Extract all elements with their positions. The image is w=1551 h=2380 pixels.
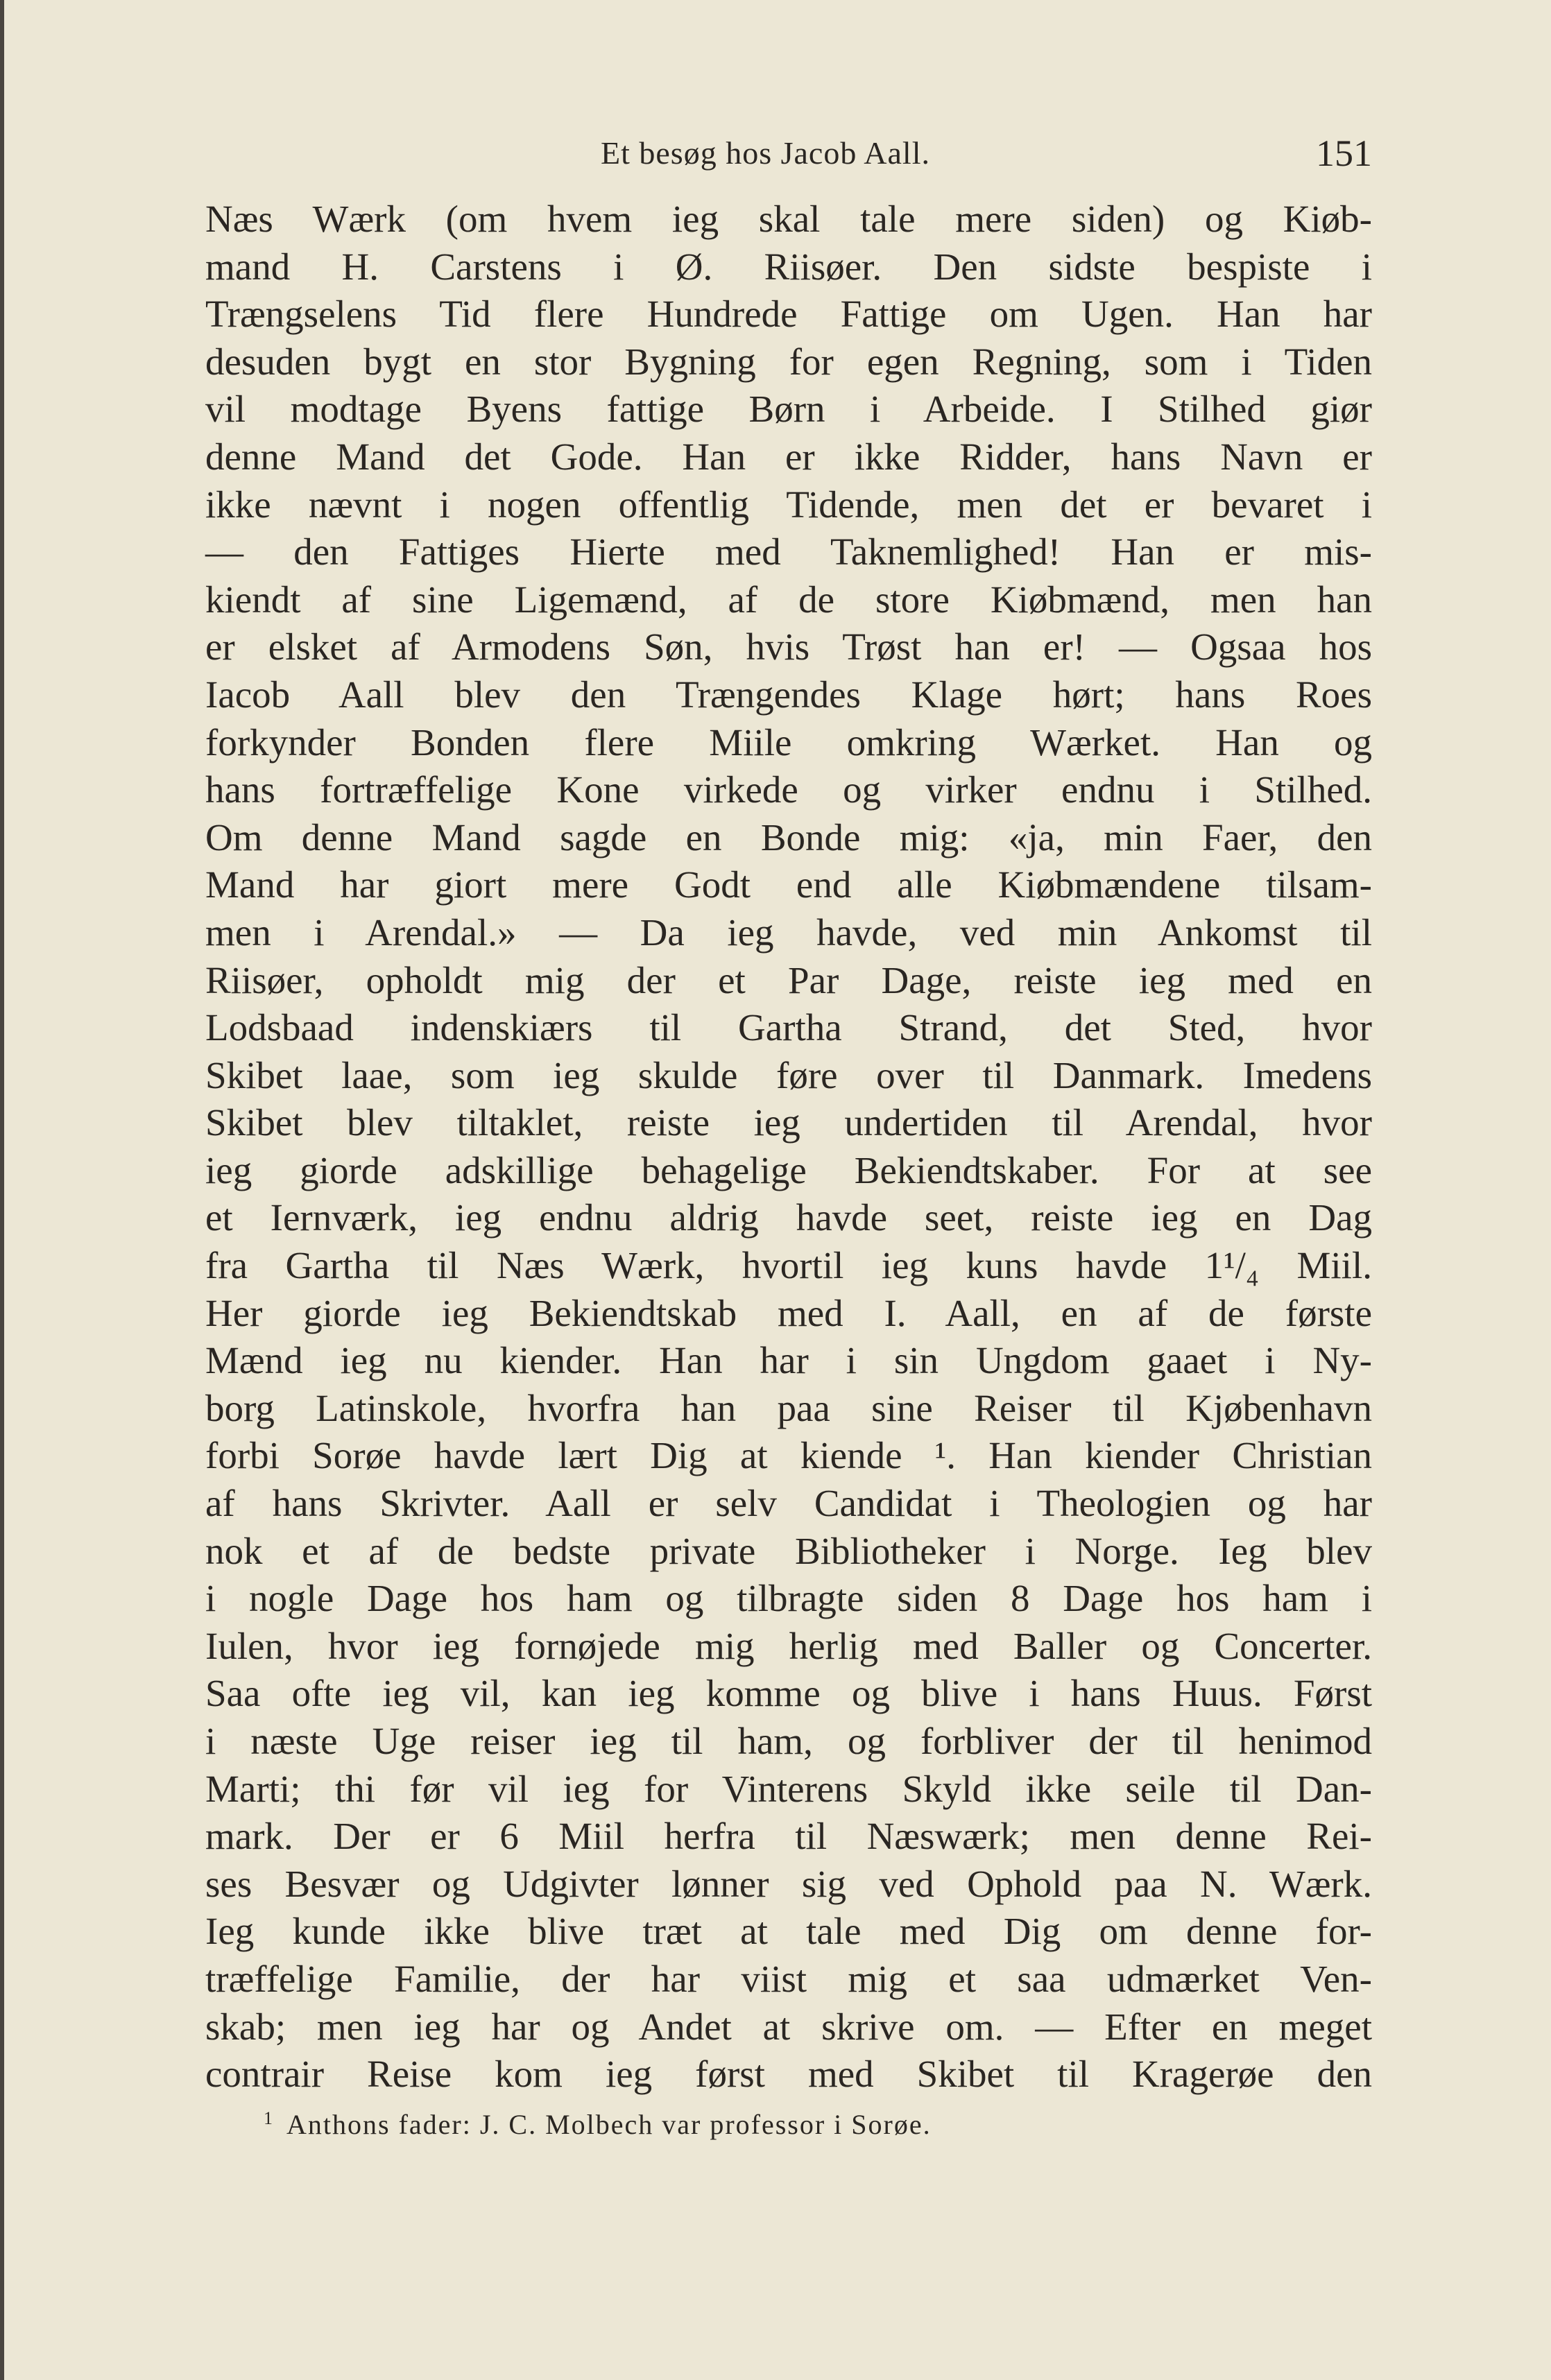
text-line: Ieg kunde ikke blive træt at tale med Dig om denne for- <box>205 1910 1372 1953</box>
text-line: contrair Reise kom ieg først med Skibet til Kragerøe den <box>205 2053 1372 2096</box>
text-line: mand H. Carstens i Ø. Riisøer. Den sidste bespiste i <box>205 245 1372 288</box>
text-line: kiendt af sine Ligemænd, af de store Kiøbmænd, men han <box>205 578 1372 621</box>
text-line: Her giorde ieg Bekiendtskab med I. Aall, en af de første <box>205 1291 1372 1334</box>
text-line: Om denne Mand sagde en Bonde mig: «ja, min Faer, den <box>205 816 1372 859</box>
page-header <box>205 129 1372 178</box>
text-line: Iacob Aall blev den Trængendes Klage hørt; hans Roes <box>205 673 1372 716</box>
text-line: — den Fattiges Hierte med Taknemlighed! Han er mis- <box>205 531 1372 574</box>
text-line: borg Latinskole, hvorfra han paa sine Reiser til Kjøbenhavn <box>205 1386 1372 1429</box>
text-line: Mænd ieg nu kiender. Han har i sin Ungdom gaaet i Ny- <box>205 1339 1372 1382</box>
text-line: et Iernværk, ieg endnu aldrig havde seet, reiste ieg en Dag <box>205 1196 1372 1239</box>
text-line: skab; men ieg har og Andet at skrive om. — Efter en meget <box>205 2005 1372 2048</box>
text-line: Trængselens Tid flere Hundrede Fattige om Ugen. Han har <box>205 293 1372 336</box>
text-line: forbi Sorøe havde lært Dig at kiende ¹. Han kiender Christian <box>205 1434 1372 1477</box>
text-line: Riisøer, opholdt mig der et Par Dage, reiste ieg med en <box>205 958 1372 1001</box>
text-line: ikke nævnt i nogen offentlig Tidende, men det er bevaret i <box>205 483 1372 526</box>
text-line: hans fortræffelige Kone virkede og virker endnu i Stilhed. <box>205 768 1372 811</box>
text-line: Iulen, hvor ieg fornøjede mig herlig med Baller og Concerter. <box>205 1624 1372 1667</box>
page-number: 151 <box>1316 132 1372 174</box>
text-line: er elsket af Armodens Søn, hvis Trøst han er! — Ogsaa hos <box>205 626 1372 669</box>
text-line: træffelige Familie, der har viist mig et saa udmærket Ven- <box>205 1957 1372 2000</box>
text-line: fra Gartha til Næs Wærk, hvortil ieg kuns havde 1¹/₄ Miil. <box>205 1244 1372 1287</box>
text-line: nok et af de bedste private Bibliotheker i Norge. Ieg blev <box>205 1529 1372 1572</box>
text-line: denne Mand det Gode. Han er ikke Ridder, hans Navn er <box>205 435 1372 478</box>
text-line: i nogle Dage hos ham og tilbragte siden 8 Dage hos ham i <box>205 1577 1372 1620</box>
body-text <box>205 196 1372 2098</box>
footnote <box>264 2108 932 2141</box>
footnote-text: Anthons fader: J. C. Molbech var professor i Sorøe. <box>286 2109 932 2140</box>
text-line: i næste Uge reiser ieg til ham, og forbliver der til henimod <box>205 1720 1372 1762</box>
text-line: Mand har giort mere Godt end alle Kiøbmændene tilsam- <box>205 863 1372 906</box>
text-line: Skibet laae, som ieg skulde føre over til Danmark. Imedens <box>205 1053 1372 1096</box>
page-edge <box>0 0 4 2380</box>
text-line: mark. Der er 6 Miil herfra til Næswærk; men denne Rei- <box>205 1815 1372 1858</box>
text-line: ses Besvær og Udgivter lønner sig ved Ophold paa N. Wærk. <box>205 1862 1372 1905</box>
text-line: Marti; thi før vil ieg for Vinterens Skyld ikke seile til Dan- <box>205 1767 1372 1810</box>
text-line: ieg giorde adskillige behagelige Bekiendtskaber. For at see <box>205 1148 1372 1191</box>
text-line: desuden bygt en stor Bygning for egen Regning, som i Tiden <box>205 340 1372 383</box>
text-line: Skibet blev tiltaklet, reiste ieg undertiden til Arendal, hvor <box>205 1101 1372 1144</box>
text-line: Lodsbaad indenskiærs til Gartha Strand, det Sted, hvor <box>205 1006 1372 1049</box>
text-line: forkynder Bonden flere Miile omkring Wærket. Han og <box>205 721 1372 764</box>
text-line: af hans Skrivter. Aall er selv Candidat i Theologien og har <box>205 1482 1372 1525</box>
text-line: Næs Wærk (om hvem ieg skal tale mere siden) og Kiøb- <box>205 198 1372 240</box>
text-line: men i Arendal.» — Da ieg havde, ved min Ankomst til <box>205 911 1372 954</box>
footnote-marker: 1 <box>264 2108 274 2128</box>
text-line: vil modtage Byens fattige Børn i Arbeide. I Stilhed giør <box>205 388 1372 431</box>
text-line: Saa ofte ieg vil, kan ieg komme og blive i hans Huus. Først <box>205 1672 1372 1715</box>
running-head: Et besøg hos Jacob Aall. <box>601 135 930 171</box>
